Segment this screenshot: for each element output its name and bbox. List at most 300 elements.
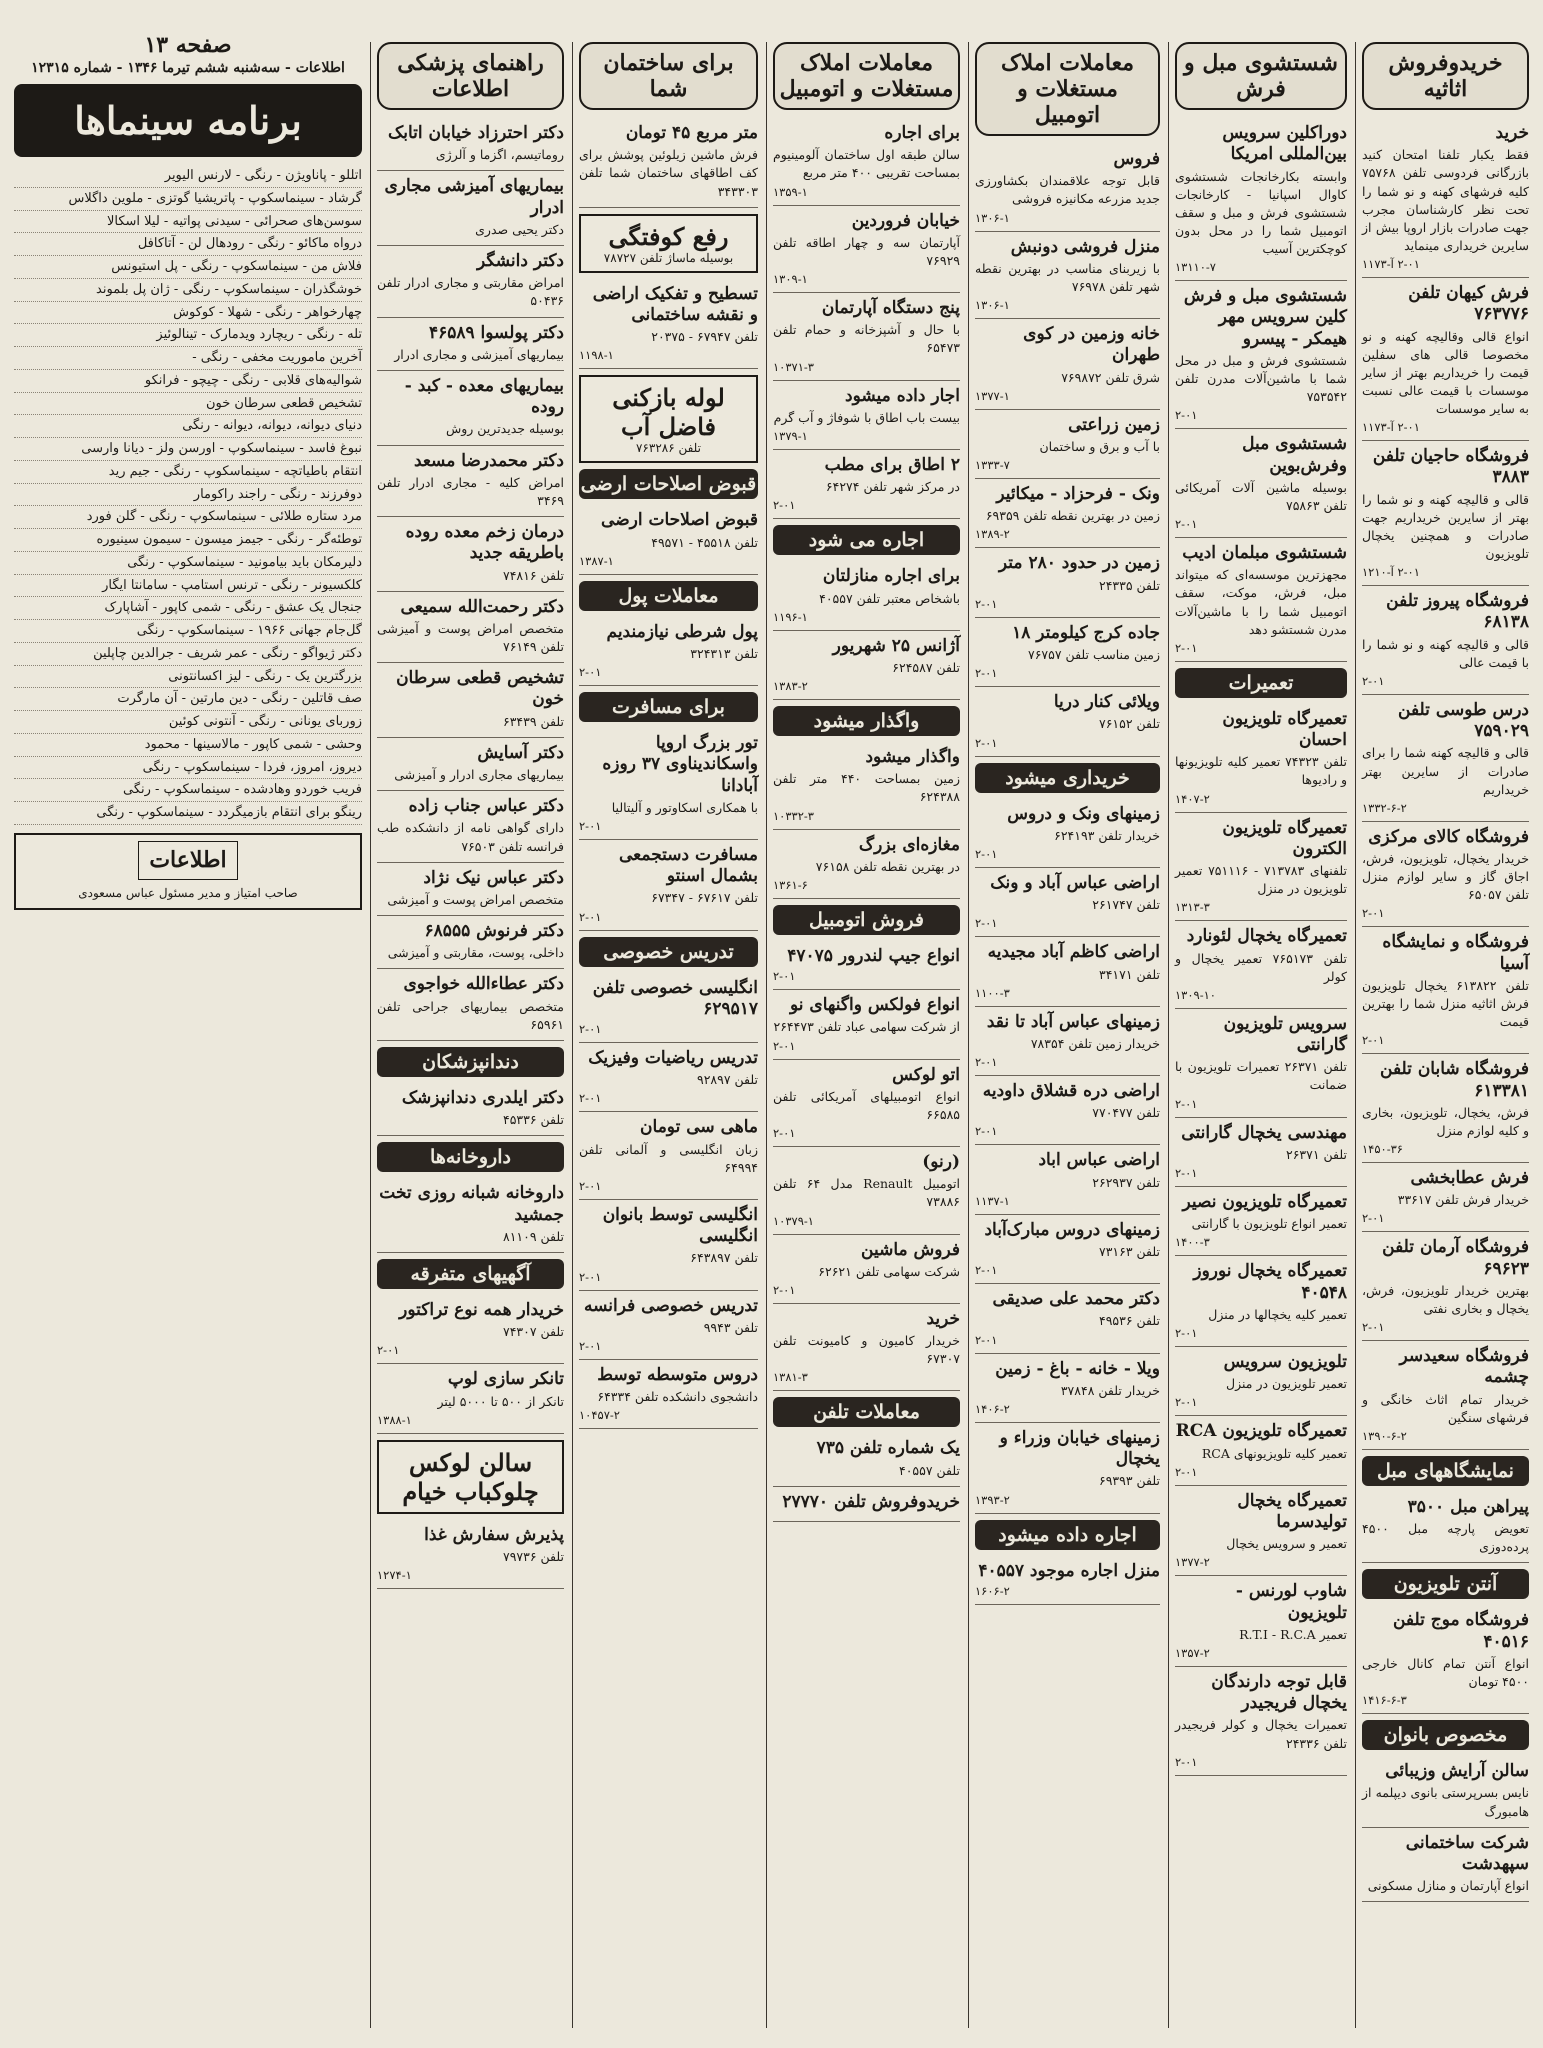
ad-code: ۱۳۸۱-۳ xyxy=(773,1370,808,1385)
boxed-ad xyxy=(377,1440,564,1514)
ad-text: تلفن ۶۱۳۸۲۲ یخچال تلویزیون فرش اثاثیه منزل شما را بهترین قیمت xyxy=(1362,977,1529,1030)
ad-title: خانه وزمین در کوی طهران xyxy=(1023,324,1160,366)
classified-ad xyxy=(1175,1256,1347,1347)
ad-text: تعمیر R.T.I - R.C.A xyxy=(1239,1626,1347,1642)
ad-text: داخلی، پوست، مقاربتی و آمیزشی xyxy=(387,945,564,961)
classified-ad xyxy=(1362,927,1529,1054)
classified-ad xyxy=(773,1060,960,1148)
classified-ad xyxy=(975,1076,1160,1145)
ad-text: تلفن ۶۷۶۱۷ - ۶۷۳۴۷ xyxy=(651,890,758,906)
ad-code: ۲-۰۱ xyxy=(975,916,998,931)
classified-ad xyxy=(1362,695,1529,822)
section-heading: اجاره داده میشود xyxy=(975,1520,1160,1550)
cinema-listing: اتللو - پاناویژن - رنگی - لارنس الیویر xyxy=(14,165,362,188)
classified-ad xyxy=(579,973,758,1044)
section-heading: قبوض اصلاحات ارضی xyxy=(579,469,758,499)
page-label: صفحه ۱۳ xyxy=(144,32,232,58)
ad-code: ۲-۰۱ xyxy=(579,1178,602,1193)
cinema-listing: تله - رنگی - ریچارد ویدمارک - تینالوئیز xyxy=(14,324,362,347)
column-furniture xyxy=(1355,42,1535,2028)
ad-text: مجهزترین موسسه‌ای که میتواند مبل، فرش، موکت، سقف اتومبیل شما را با ماشین‌آلات مدرن شستشو دهد xyxy=(1175,567,1347,637)
ad-title: برای اجاره xyxy=(884,123,960,143)
ad-text: تعمیر انواع تلویزیون با گارانتی xyxy=(1191,1216,1347,1232)
cinema-listing: دکتر ژیواگو - رنگی - عمر شریف - جرالدین چاپلین xyxy=(14,643,362,666)
column-banner: معاملات املاک مستغلات و اتومبیل xyxy=(975,42,1160,136)
ad-code: ۲-۰۱ xyxy=(579,1269,602,1284)
ad-text: شستشوی فرش و مبل در محل شما با ماشین‌آلات مدرن تلفن ۷۵۳۵۴۲ xyxy=(1175,352,1347,405)
ad-code: ۲-۰۱ xyxy=(1175,408,1198,423)
ad-title: ویلا - خانه - باغ - زمین xyxy=(995,1358,1160,1379)
classified-ad xyxy=(1362,822,1529,928)
ad-title: خریدار همه نوع تراکتور xyxy=(399,1299,564,1320)
ad-title: فروس xyxy=(1113,149,1160,169)
ad-title: تدریس خصوصی فرانسه xyxy=(584,1295,758,1316)
ad-text: تلفن ۲۶۳۷۱ xyxy=(1285,1146,1347,1162)
ad-title: ونک - فرحزاد - میکائیر xyxy=(996,484,1160,504)
ad-title: فروشگاه پیروز تلفن ۶۸۱۳۸ xyxy=(1386,591,1529,633)
classified-ad xyxy=(1175,538,1347,662)
ad-text: فقط یکبار تلفنا امتحان کنید بازرگانی فردوسی تلفن ۷۵۷۶۸ کلیه فرشهای کهنه و نو شما را تحت نظر کارشناسان مجرب جهت صادرات بازار اروپا بیش از سایرین خریداری مینماید xyxy=(1362,147,1529,253)
ad-code: ۱۳۰۹-۱۰ xyxy=(1175,987,1216,1002)
ad-title: تعمیرگاه تلویزیون الکترون xyxy=(1222,817,1347,859)
ad-code: ۱۳۳۳-۷ xyxy=(975,458,1010,472)
ad-text: خریدار تلفن ۶۲۴۱۹۳ xyxy=(1054,827,1160,843)
ad-title: تعمیرگاه یخچال نوروز ۴۰۵۴۸ xyxy=(1193,1261,1347,1303)
ad-text: دکتر یحیی صدری xyxy=(475,221,564,237)
ad-text: تلفن ۳۴۱۷۱ xyxy=(1098,966,1160,982)
column-real-estate-b xyxy=(766,42,966,2028)
classified-ad xyxy=(773,941,960,990)
ad-text: خریدار فرش تلفن ۳۳۶۱۷ xyxy=(1397,1192,1529,1208)
ad-code: ۱۳۳۲-۶-۲ xyxy=(1362,800,1407,815)
ad-title: منزل اجاره موجود ۴۰۵۵۷ xyxy=(978,1560,1160,1581)
ad-code: ۲-۰۱ xyxy=(773,1282,796,1297)
ad-code: ۱۱۰۰-۳ xyxy=(975,985,1010,1000)
cinema-listing: خوشگذران - سینماسکوپ - رنگی - ژان پل بلموند xyxy=(14,279,362,302)
ad-text: آپارتمان سه و چهار اطاقه تلفن ۷۶۹۲۹ xyxy=(773,234,960,268)
classified-ad xyxy=(1175,921,1347,1009)
classified-ad xyxy=(773,206,960,294)
section-heading: معاملات پول xyxy=(579,581,758,611)
classified-ad xyxy=(773,293,960,381)
ad-title: پذیرش سفارش غذا xyxy=(424,1524,564,1545)
classified-ad xyxy=(975,937,1160,1006)
ad-title: تعمیرگاه تلویزیون نصیر xyxy=(1182,1191,1347,1212)
boxed-ad xyxy=(579,214,758,273)
cinema-listing: وحشی - شمی کاپور - مالاسینها - محمود xyxy=(14,734,362,757)
ad-code: ۱۳۸۸-۱ xyxy=(377,1412,412,1427)
ad-code: ۲-۰۱ xyxy=(1175,640,1198,655)
cinema-listing: تشخیص قطعی سرطان خون xyxy=(14,393,362,416)
ad-title: اراضی کاظم آباد مجیدیه xyxy=(987,942,1160,963)
classified-ad xyxy=(975,319,1160,410)
ad-text: وابسته بکارخانجات شستشوی کاوال اسپانیا - کارخانجات شستشوی فرش و مبل و سقف اتومبیل شما را در محل بدون کوچکترین آسیب xyxy=(1175,168,1347,256)
ad-text: نایس بسرپرستی بانوی دیپلمه از هامبورگ xyxy=(1362,1785,1529,1819)
section-heading: فروش اتومبیل xyxy=(773,905,960,935)
ad-title: دکتر عطاءالله خواجوی xyxy=(403,974,564,995)
cinema-listing: نبوغ فاسد - سینماسکوپ - اورسن ولز - دیانا وارسی xyxy=(14,438,362,461)
classified-ad xyxy=(377,446,564,518)
cinema-listing: شوالیه‌های قلابی - رنگی - چیچو - فرانکو xyxy=(14,370,362,393)
classified-ad xyxy=(975,1145,1160,1214)
ad-text: تلفن ۶۷۹۴۷ - ۲۰۳۷۵ xyxy=(651,329,758,345)
ad-title: دکتر آسایش xyxy=(477,742,564,763)
ad-text: امراض کلیه - مجاری ادرار تلفن ۳۴۶۹ xyxy=(377,474,564,508)
ad-code: ۲-۰۱ xyxy=(1175,1395,1198,1410)
ad-title: منزل فروشی دونبش xyxy=(1010,236,1160,257)
classified-ad xyxy=(377,371,564,446)
cinema-listing: فلاش من - سینماسکوپ - رنگی - پل استیونس xyxy=(14,256,362,279)
ad-title: تعمیرگاه یخچال تولیدسرما xyxy=(1237,1490,1347,1532)
ad-code: ۱۱۳۷-۱ xyxy=(975,1193,1010,1208)
ad-code: ۲-۰۱ آ-۱۱۷۳ xyxy=(1362,257,1420,271)
ad-text: با حال و آشپزخانه و حمام تلفن ۶۵۴۷۳ xyxy=(773,322,960,356)
classified-ad xyxy=(773,450,960,519)
ad-code: ۱۴۰۷-۲ xyxy=(1175,791,1210,806)
ad-text: باشخاص معتبر تلفن ۴۰۵۵۷ xyxy=(819,590,960,606)
ad-code: ۲-۰۱ xyxy=(975,846,998,861)
ad-title: شرکت ساختمانی سپهدشت xyxy=(1405,1832,1529,1874)
ad-text: بوسیله ماساژ تلفن ۷۸۷۲۷ xyxy=(603,250,734,265)
ad-text: قالی و قالیچه کهنه و نو شما را بهتر از سایرین خریداریم جهت صادرات و همچنین یخچال تلویزیون xyxy=(1362,491,1529,561)
ad-code: ۲-۰۱ xyxy=(1175,517,1198,531)
classified-ad xyxy=(975,410,1160,479)
ad-title: شاوب لورنس - تلویزیون xyxy=(1235,1581,1347,1623)
ad-text: دانشجوی دانشکده تلفن ۶۴۳۳۴ xyxy=(597,1389,758,1405)
ad-title: دکتر رحمت‌الله سمیعی xyxy=(400,596,564,617)
ad-text: تلفن ۶۹۳۹۳ xyxy=(1098,1473,1160,1489)
ad-title: شستشوی مبل و فرش کلین سرویس مهر هیمکر - پیسرو xyxy=(1183,286,1347,349)
publisher-box xyxy=(14,833,362,910)
ad-code: ۲-۰۱ xyxy=(377,1343,400,1358)
classified-ad xyxy=(1362,1605,1529,1714)
classified-ad xyxy=(1362,586,1529,695)
classified-ad xyxy=(377,663,564,738)
classified-ad xyxy=(579,1291,758,1360)
cinema-listing: توطئه‌گر - رنگی - جیمز میسون - سیمون سینیوره xyxy=(14,529,362,552)
ad-code: ۲-۰۱ xyxy=(975,596,998,611)
ad-title: انگلیسی توسط بانوان انگلیسی xyxy=(602,1204,758,1247)
ad-text: تلفن ۹۹۴۳ xyxy=(703,1319,758,1335)
ad-code: ۲-۰۱ xyxy=(975,735,998,750)
cinema-listing: بزرگترین یک - رنگی - لیز اکسانتونی xyxy=(14,666,362,689)
classified-ad xyxy=(1175,429,1347,538)
classified-ad xyxy=(1175,1347,1347,1416)
classified-ad xyxy=(773,1235,960,1304)
column-banner: برای ساختمان شما xyxy=(579,42,758,110)
cinema-listing: دوفرزند - رنگی - راجند راکومار xyxy=(14,484,362,507)
classified-ad xyxy=(975,1007,1160,1076)
classified-ad xyxy=(773,1487,960,1522)
publisher-line: صاحب امتیاز و مدیر مسئول عباس مسعودی xyxy=(78,885,298,900)
ad-title: اراضی عباس آباد و ونک xyxy=(990,872,1160,893)
ad-text: تلفن ۶۲۴۵۸۷ xyxy=(892,659,960,675)
ad-code: ۱۱۹۶-۱ xyxy=(773,609,808,624)
ad-title: داروخانه شبانه روزی تخت جمشید xyxy=(379,1183,564,1225)
section-heading: خریداری میشود xyxy=(975,763,1160,793)
ad-text: تعمیر تلویزیون در منزل xyxy=(1226,1376,1347,1392)
ad-title: دروس متوسطه توسط xyxy=(597,1364,758,1385)
classified-ad xyxy=(579,118,758,208)
ad-title: دکتر محمدرضا مسعد xyxy=(413,450,564,471)
ad-title: اجار داده میشود xyxy=(845,385,960,406)
ad-title: خیابان فروردین xyxy=(851,210,960,231)
ad-list xyxy=(975,144,1160,1605)
ad-code: ۲-۰۱ xyxy=(579,818,602,833)
ad-title: متر مربع ۴۵ تومان xyxy=(625,123,758,143)
ad-text: قابل توجه علاقمندان بکشاورزی جدید مزرعه مکانیزه فروشی xyxy=(975,173,1160,207)
cinema-listing: مرد ستاره طلائی - سینماسکوپ - رنگی - گلن فورد xyxy=(14,506,362,529)
ad-text: تلفن ۶۳۴۳۹ xyxy=(502,713,564,729)
ad-code: ۲-۰۱ آ-۱۲۱۰ xyxy=(1362,565,1420,580)
ad-text: تعویض پارچه مبل ۴۵۰۰ پرده‌دوزی xyxy=(1362,1521,1529,1555)
ad-text: قالی و قالیچه کهنه و نو شما را با قیمت عالی xyxy=(1362,636,1529,670)
ad-title: زمینهای دروس مبارک‌آباد xyxy=(984,1219,1160,1240)
ad-code: ۱۴۱۶-۶-۳ xyxy=(1362,1693,1407,1708)
cinema-list xyxy=(14,165,362,825)
ad-title: فرش کیهان تلفن ۷۶۳۷۷۶ xyxy=(1408,283,1529,325)
ad-text: زمین بمساحت ۴۴۰ متر تلفن ۶۲۴۳۸۸ xyxy=(773,771,960,805)
classified-ad xyxy=(1175,704,1347,813)
ad-text: تلفن ۴۵۵۱۸ - ۴۹۵۷۱ xyxy=(651,534,758,550)
ad-title: درس طوسی تلفن ۷۵۹۰۲۹ xyxy=(1398,699,1529,742)
classified-ad xyxy=(975,799,1160,868)
ad-title: دکتر محمد علی صدیقی xyxy=(992,1289,1160,1310)
ad-text: بهترین خریدار تلویزیون، فرش، یخچال و بخاری نفتی xyxy=(1362,1282,1529,1316)
cinema-listing: کلکسیونر - رنگی - ترنس استامپ - سامانتا ایگار xyxy=(14,575,362,598)
ad-title: فروشگاه سعیدسر چشمه xyxy=(1399,1346,1529,1388)
classified-ad xyxy=(1362,278,1529,441)
ad-title: تدریس ریاضیات وفیزیک xyxy=(588,1048,758,1068)
classified-ad xyxy=(1362,1341,1529,1450)
ad-list xyxy=(773,118,960,1522)
ad-code: ۲-۰۱ xyxy=(975,1263,998,1278)
ad-text: فرش ماشین زیلوئین پوشش برای کف اطاقهای ساختمان شما تلفن ۳۴۳۳۰۳ xyxy=(579,147,758,199)
ad-code: ۲-۰۱ xyxy=(975,666,998,681)
ad-text: تلفن ۲۶۳۷۱ تعمیرات تلویزیون با ضمانت xyxy=(1175,1059,1347,1093)
ad-title: قابل توجه دارندگان یخچال فریجیدر xyxy=(1211,1671,1347,1714)
ad-text: امراض مقاربتی و مجاری ادرار تلفن ۵۰۴۳۶ xyxy=(377,275,564,309)
ad-text: تلفن ۷۹۷۳۶ xyxy=(502,1548,564,1564)
ad-title: پنج دستگاه آپارتمان xyxy=(821,298,960,318)
ad-text: تلفن ۳۲۴۳۱۳ xyxy=(690,645,758,661)
ad-code: ۱۰۳۳۲-۳ xyxy=(773,808,814,823)
ad-title: تور بزرگ اروپا واسکاندیناوی ۳۷ روزه آبادانا xyxy=(602,733,758,796)
ad-title: فرش عطابخشی xyxy=(1410,1168,1529,1188)
cinema-listing: دیروز، امروز، فردا - سینماسکوپ - رنگی xyxy=(14,757,362,780)
ad-text: تلفن ۹۲۸۹۷ xyxy=(696,1072,758,1088)
classified-ad xyxy=(1175,1667,1347,1776)
ad-title: بیماریهای معده - کبد - روده xyxy=(404,375,564,418)
classified-ad xyxy=(579,279,758,370)
ad-code: ۱۰۴۵۷-۲ xyxy=(579,1408,620,1423)
ad-code: ۲-۰۱ xyxy=(1362,906,1385,921)
classified-ad xyxy=(377,318,564,371)
ad-text: تلفن ۲۴۳۳۵ xyxy=(1098,577,1160,593)
ad-title: تسطیح و تفکیک اراضی و نقشه ساختمانی xyxy=(592,283,758,325)
ad-title: فروش ماشین xyxy=(861,1239,960,1260)
ad-text: تلفن ۴۹۵۳۶ xyxy=(1098,1313,1160,1329)
ad-title: برای اجاره منازلتان xyxy=(822,566,960,587)
ad-code: ۲-۰۱ xyxy=(773,498,796,513)
ad-code: ۱۱۹۸-۱ xyxy=(579,348,614,363)
classified-ad xyxy=(975,868,1160,937)
ad-code: ۲-۰۱ xyxy=(579,1091,602,1106)
ad-title: زمین در حدود ۲۸۰ متر xyxy=(998,553,1160,574)
ad-code: ۱۳۹۰-۶-۲ xyxy=(1362,1428,1407,1443)
ad-title: سرویس تلویزیون گارانتی xyxy=(1223,1013,1347,1055)
ad-code: ۱۴۰۶-۲ xyxy=(975,1401,1010,1416)
ad-title: تلویزیون سرویس xyxy=(1223,1351,1347,1372)
classified-ad xyxy=(377,517,564,592)
ad-title: خرید xyxy=(926,1308,960,1329)
classified-ad xyxy=(1175,1576,1347,1667)
ad-text: خریدار تمام اثاث خانگی و فرشهای سنگین xyxy=(1362,1391,1529,1425)
ad-code: ۲-۰۱ xyxy=(579,1022,602,1036)
ad-text: شرق تلفن ۷۶۹۸۷۲ xyxy=(1061,369,1160,385)
issue-line: اطلاعات - سه‌شنبه ششم تیرما ۱۳۴۶ - شماره ۱۲۳۱۵ xyxy=(31,60,345,76)
column-cinema xyxy=(8,30,368,2028)
ad-title: لوله بازکنی فاضل آب xyxy=(612,383,725,442)
ad-title: قبوض اصلاحات ارضی xyxy=(601,510,758,531)
classified-ad xyxy=(579,1043,758,1112)
ad-title: زمین زراعتی xyxy=(1068,414,1160,435)
ad-text: تعمیر کلیه یخچالها در منزل xyxy=(1208,1306,1347,1322)
ad-text: فرش، یخچال، تلویزیون، بخاری و کلیه لوازم منزل xyxy=(1362,1104,1529,1138)
classified-ad xyxy=(773,631,960,700)
classified-ad xyxy=(773,830,960,899)
ad-text: اتومبیل Renault مدل ۶۴ تلفن ۷۳۸۸۶ xyxy=(773,1176,960,1210)
ad-code: ۱۰۳۷۹-۱ xyxy=(773,1213,814,1228)
ad-text: زمین در بهترین نقطه تلفن ۶۹۳۵۹ xyxy=(985,508,1160,524)
ad-code: ۱۴۰۰-۳ xyxy=(1175,1235,1210,1250)
ad-title: اراضی دره قشلاق داودیه xyxy=(982,1081,1160,1101)
ad-title: (رنو) xyxy=(922,1152,960,1172)
classified-ad xyxy=(579,840,758,931)
classified-ad xyxy=(773,381,960,450)
ad-text: بیست باب اطاق با شوفاژ و آب گرم xyxy=(773,409,960,425)
ad-code: ۲-۰۱ xyxy=(975,1124,998,1139)
ad-title: ویلائی کنار دریا xyxy=(1053,692,1160,713)
ad-code: ۲-۰۱ xyxy=(579,909,602,924)
ad-text: تلفن ۲۶۱۷۴۷ xyxy=(1092,897,1160,913)
cinema-listing: صف قاتلین - رنگی - دین مارتین - آن مارگرت xyxy=(14,688,362,711)
ad-title: بیماریهای آمیزشی مجاری ادرار xyxy=(384,176,564,218)
ad-title: رفع کوفتگی xyxy=(608,221,729,251)
cinema-listing: دنیای دیوانه، دیوانه، دیوانه - رنگی xyxy=(14,415,362,438)
ad-code: ۱۰۳۷۱-۳ xyxy=(773,359,814,374)
ad-text: متخصص بیماریهای جراحی تلفن ۶۵۹۶۱ xyxy=(377,998,564,1032)
section-heading: نمایشگاههای مبل xyxy=(1362,1456,1529,1486)
ad-title: انواع فولکس واگنهای نو xyxy=(790,995,960,1016)
ad-code: ۲-۰۱ xyxy=(773,969,796,984)
section-heading: دندانپزشکان xyxy=(377,1047,564,1077)
classified-ad xyxy=(377,1520,564,1589)
cinema-listing: گل‌جام جهانی ۱۹۶۶ - سینماسکوپ - رنگی xyxy=(14,620,362,643)
ad-title: فروشگاه کالای مرکزی xyxy=(1368,826,1529,847)
classified-ad xyxy=(975,144,1160,232)
ad-title: فروشگاه شابان تلفن ۶۱۳۳۸۱ xyxy=(1380,1059,1529,1101)
ad-code: ۲-۰۱ xyxy=(1362,673,1385,688)
classified-ad xyxy=(975,1556,1160,1605)
classified-ad xyxy=(1362,1054,1529,1163)
ad-text: در بهترین نقطه تلفن ۷۶۱۵۸ xyxy=(815,858,960,874)
ad-text: تلفن ۷۴۸۱۶ xyxy=(502,567,564,583)
ad-title: زمینهای خیابان وزراء و یخچال xyxy=(999,1427,1160,1470)
ad-code: ۱۳۷۷-۲ xyxy=(1175,1555,1210,1570)
ad-title: یک شماره تلفن ۷۳۵ xyxy=(816,1438,960,1459)
ad-text: تلفن ۷۴۳۰۷ xyxy=(502,1324,564,1340)
classified-ad xyxy=(1175,1416,1347,1485)
ad-title: اراضی عباس اباد xyxy=(1038,1150,1160,1171)
ad-title: آژانس ۲۵ شهریور xyxy=(832,635,960,656)
classified-ad xyxy=(1175,813,1347,922)
ad-code: ۱۳۹۳-۲ xyxy=(975,1492,1010,1507)
classified-ad xyxy=(1175,1009,1347,1118)
ad-code: ۲-۰۱ xyxy=(975,1332,998,1347)
ad-title: انواع جیپ لندرور ۴۷۰۷۵ xyxy=(787,945,960,966)
classified-ad xyxy=(975,1423,1160,1514)
ad-code: ۱۳۸۹-۲ xyxy=(975,527,1010,542)
cinema-listing: جنجال یک عشق - رنگی - شمی کاپور - آشاپارک xyxy=(14,597,362,620)
section-heading: آگهیهای متفرقه xyxy=(377,1259,564,1289)
ad-title: دکتر فرنوش ۶۸۵۵۵ xyxy=(424,921,564,941)
classified-ad xyxy=(1362,1163,1529,1232)
ad-text: در مرکز شهر تلفن ۶۴۲۷۴ xyxy=(825,479,960,495)
ad-title: دکتر احترزاد خیابان اتابک xyxy=(388,123,564,143)
classified-ad xyxy=(773,1433,960,1486)
ad-title: ماهی سی تومان xyxy=(640,1117,758,1138)
ad-title: خریدوفروش تلفن ۲۷۷۷۰ xyxy=(782,1491,960,1512)
ad-title: جاده کرج کیلومتر ۱۸ xyxy=(1012,622,1160,643)
ad-code: ۲-۰۱ xyxy=(975,1055,998,1069)
ad-code: ۱۳۰۶-۱ xyxy=(975,298,1010,312)
classified-ad xyxy=(1175,1118,1347,1187)
ad-code: ۱۴۵۰-۳۶ xyxy=(1362,1142,1403,1156)
cinema-listing: سوسن‌های صحرائی - سیدنی پواتیه - لیلا اسکالا xyxy=(14,211,362,234)
ad-list xyxy=(377,118,564,1589)
ad-title: پیراهن مبل ۳۵۰۰ xyxy=(1407,1496,1529,1517)
cinema-title: برنامه سینماها xyxy=(14,84,362,157)
cinema-listing: زوربای یونانی - رنگی - آنتونی کوئین xyxy=(14,711,362,734)
ad-code: ۲-۰۱ xyxy=(773,1126,796,1140)
ad-title: تعمیرگاه تلویزیون احسان xyxy=(1222,708,1347,750)
classified-ad xyxy=(377,916,564,969)
column-banner: شستشوی مبل و فرش xyxy=(1175,42,1347,110)
ad-text: زبان انگلیسی و آلمانی تلفن ۶۴۹۹۴ xyxy=(579,1141,758,1175)
ad-code: ۱۳۱۱۰-۷ xyxy=(1175,260,1216,275)
ad-text: تلفن ۷۳۱۶۳ xyxy=(1098,1244,1160,1259)
classified-ad xyxy=(975,548,1160,617)
boxed-ad xyxy=(579,375,758,463)
ad-text: سالن طبقه اول ساختمان آلومینیوم بمساحت تقریبی ۴۰۰ متر مربع xyxy=(773,147,960,181)
classified-ad xyxy=(377,171,564,246)
ad-text: شرکت سهامی تلفن ۶۲۶۲۱ xyxy=(818,1263,960,1279)
ad-title: سالن لوکس چلوکباب خیام xyxy=(402,1447,539,1506)
ad-title: تعمیرگاه تلویزیون RCA xyxy=(1175,1421,1347,1442)
ad-text: تعمیر و سرویس یخچال xyxy=(1226,1536,1347,1552)
ad-text: تلفن ۷۷۰۴۷۷ xyxy=(1092,1105,1160,1121)
ad-text: متخصص امراض پوست و آمیزشی تلفن ۷۶۱۴۹ xyxy=(377,620,564,654)
ad-title: زمینهای عباس آباد تا نقد xyxy=(986,1011,1160,1032)
classified-ad xyxy=(377,118,564,171)
ad-text: بوسیله ماشین آلات آمریکائی تلفن ۷۵۸۶۳ xyxy=(1175,479,1347,513)
ad-text: تلفن ۲۶۲۹۳۷ xyxy=(1092,1174,1160,1190)
classified-ad xyxy=(975,1354,1160,1423)
ad-text: تعمیرات یخچال و کولر فریجیدر تلفن ۲۴۳۳۶ xyxy=(1175,1717,1347,1751)
ad-title: ۲ اطاق برای مطب xyxy=(824,454,960,475)
classified-ad xyxy=(773,990,960,1059)
